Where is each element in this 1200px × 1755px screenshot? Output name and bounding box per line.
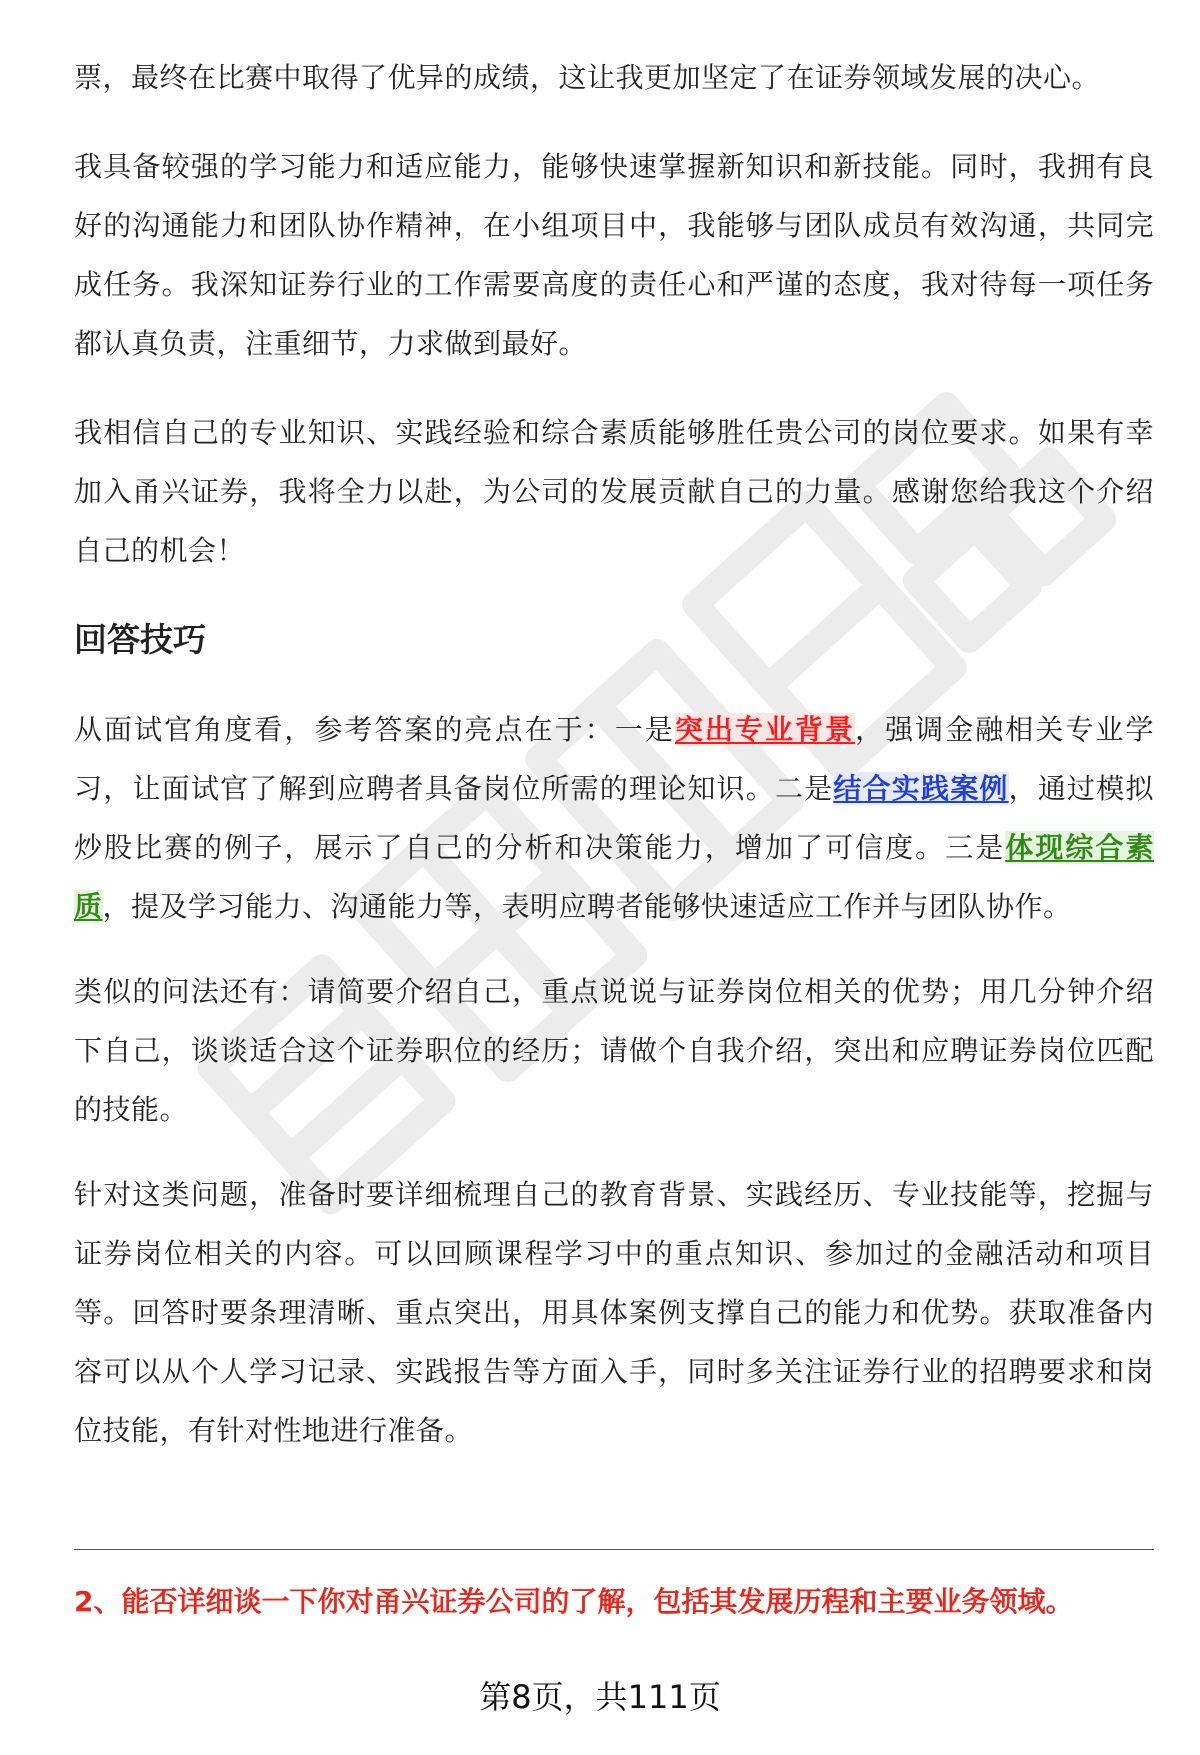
highlight-overall-quality: 体现综合素质: [74, 831, 1154, 923]
tips-text-4: ，提及学习能力、沟通能力等，表明应聘者能够快速适应工作并与团队协作。: [102, 890, 1072, 923]
tips-text-1: 从面试官角度看，参考答案的亮点在于：一是: [74, 713, 675, 746]
paragraph-abilities: 我具备较强的学习能力和适应能力，能够快速掌握新知识和新技能。同时，我拥有良好的沟通能力和团队协作精神，在小组项目中，我能够与团队成员有效沟通，共同完成任务。我深知证券行业的工作需要高度的责任心和严谨的态度，我对待每一项任务都认真负责，注重细节，力求做到最好。: [74, 150, 1154, 360]
paragraph-closing: 我相信自己的专业知识、实践经验和综合素质能够胜任贵公司的岗位要求。如果有幸加入甬兴证券，我将全力以赴，为公司的发展贡献自己的力量。感谢您给我这个介绍自己的机会！: [74, 416, 1154, 567]
tips-text-2: ，强调金融相关专业学习，让面试官了解到应聘者具备岗位所需的理论知识。二是: [74, 713, 1154, 805]
highlight-professional-background: 突出专业背景: [674, 713, 856, 746]
document-body: [74, 48, 1154, 1460]
divider: [74, 1549, 1154, 1550]
page-number: 第8页，共111页: [479, 1678, 721, 1716]
paragraph-tips: [74, 700, 1154, 936]
next-question: 2、能否详细谈一下你对甬兴证券公司的了解，包括其发展历程和主要业务领域。: [74, 1585, 1074, 1618]
paragraph-similar-questions: 类似的问法还有：请简要介绍自己，重点说说与证券岗位相关的优势；用几分钟介绍下自己，谈谈适合这个证券职位的经历；请做个自我介绍，突出和应聘证券岗位匹配的技能。: [74, 975, 1154, 1126]
section-heading-answer-tips: 回答技巧: [74, 620, 206, 659]
highlight-practical-cases: 结合实践案例: [833, 772, 1009, 805]
paragraph-preparation: 针对这类问题，准备时要详细梳理自己的教育背景、实践经历、专业技能等，挖掘与证券岗位相关的内容。可以回顾课程学习中的重点知识、参加过的金融活动和项目等。回答时要条理清晰、重点突出，用具体案例支撑自己的能力和优势。获取准备内容可以从个人学习记录、实践报告等方面入手，同时多关注证券行业的招聘要求和岗位技能，有针对性地进行准备。: [74, 1178, 1154, 1447]
tips-text-3: ，通过模拟炒股比赛的例子，展示了自己的分析和决策能力，增加了可信度。三是: [74, 772, 1154, 864]
paragraph-continuation: 票，最终在比赛中取得了优异的成绩，这让我更加坚定了在证券领域发展的决心。: [74, 61, 1101, 94]
